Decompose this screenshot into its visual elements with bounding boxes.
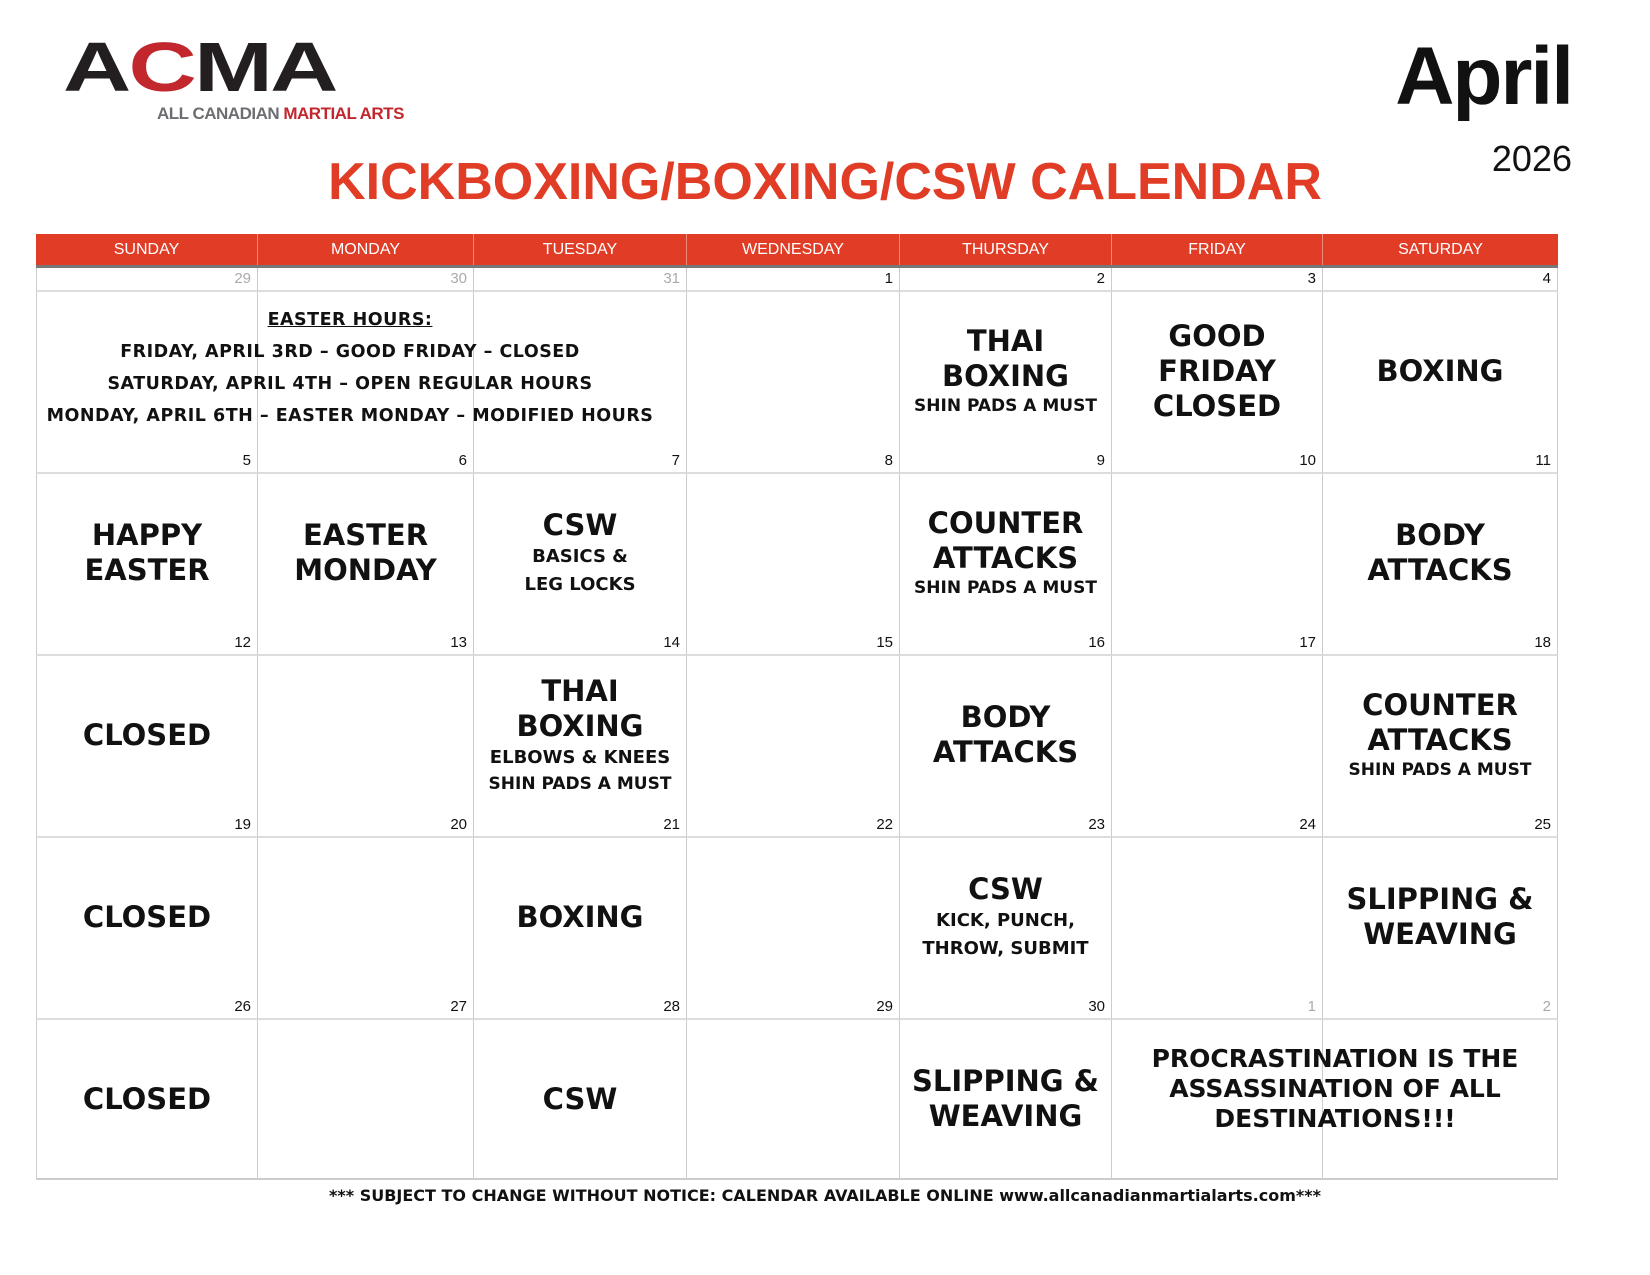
class-title: BOXING — [516, 899, 644, 934]
day-cell — [686, 838, 899, 996]
date-number: 20 — [257, 814, 473, 838]
class-title: CSW — [542, 1081, 618, 1116]
class-subtitle: KICK, PUNCH, THROW, SUBMIT — [922, 909, 1089, 959]
date-number: 10 — [1111, 450, 1322, 474]
class-title: SLIPPING & WEAVING — [1346, 882, 1534, 951]
logo-tagline-grey: ALL CANADIAN — [157, 104, 280, 123]
date-number: 22 — [686, 814, 899, 838]
class-title: SLIPPING & WEAVING — [912, 1064, 1099, 1133]
class-title: COUNTER ATTACKS — [927, 506, 1084, 575]
date-number: 24 — [1111, 814, 1322, 838]
calendar-title: KICKBOXING/BOXING/CSW CALENDAR — [328, 153, 1322, 211]
weekday-monday: MONDAY — [257, 234, 473, 265]
calendar-week — [36, 450, 1558, 632]
year-label: 2026 — [1491, 138, 1572, 179]
date-number: 2 — [899, 268, 1111, 292]
class-note: SHIN PADS A MUST — [488, 774, 672, 794]
class-subtitle: ELBOWS & KNEES — [489, 747, 671, 768]
date-number: 17 — [1111, 632, 1322, 656]
day-cell — [257, 838, 473, 996]
day-cell — [1322, 292, 1558, 450]
weekday-sunday: SUNDAY — [113, 241, 180, 258]
date-number: 27 — [257, 996, 473, 1020]
date-number: 18 — [1322, 632, 1558, 656]
day-cell — [1322, 474, 1558, 632]
date-number: 9 — [899, 450, 1111, 474]
logo-letter-a: A — [63, 28, 129, 106]
date-number: 7 — [473, 450, 686, 474]
day-cell — [899, 474, 1111, 632]
day-cell — [686, 1020, 899, 1180]
logo-tagline — [157, 104, 404, 124]
day-cell — [36, 1020, 257, 1180]
class-title: EASTER MONDAY — [294, 518, 437, 587]
class-title: CSW — [542, 507, 618, 542]
date-number: 31 — [473, 268, 686, 292]
easter-hours-line: SATURDAY, APRIL 4TH – OPEN REGULAR HOURS — [107, 374, 593, 394]
logo-letter-c: C — [128, 28, 195, 106]
date-number: 16 — [899, 632, 1111, 656]
day-cell — [473, 656, 686, 814]
logo-wordmark — [63, 28, 336, 106]
day-cell — [36, 474, 257, 632]
logo-letters-ma: MA — [194, 28, 336, 106]
date-number: 3 — [1111, 268, 1322, 292]
day-cell — [899, 1020, 1111, 1180]
class-subtitle: BASICS & LEG LOCKS — [524, 545, 636, 595]
date-number: 8 — [686, 450, 899, 474]
weekday-tuesday: TUESDAY — [473, 234, 686, 265]
day-cell — [899, 656, 1111, 814]
date-number: 21 — [473, 814, 686, 838]
calendar-week — [36, 814, 1558, 996]
date-number: 23 — [899, 814, 1111, 838]
class-title: BODY ATTACKS — [932, 700, 1079, 769]
class-title: COUNTER ATTACKS — [1362, 688, 1518, 757]
weekday-header — [36, 234, 1558, 268]
date-number: 6 — [257, 450, 473, 474]
footer-notice: *** SUBJECT TO CHANGE WITHOUT NOTICE: CALENDAR AVAILABLE ONLINE www.allcanadianmartialarts.com*** — [329, 1186, 1321, 1205]
class-title: BODY ATTACKS — [1367, 518, 1513, 587]
month-title: April — [1395, 31, 1572, 122]
date-number: 5 — [36, 450, 257, 474]
acma-logo — [63, 28, 423, 126]
class-subtitle: SHIN PADS A MUST — [1348, 760, 1532, 780]
day-cell — [1111, 656, 1322, 814]
weekday-saturday: SATURDAY — [1322, 234, 1558, 265]
date-number: 13 — [257, 632, 473, 656]
day-cell — [1111, 838, 1322, 996]
class-title: CLOSED — [82, 899, 212, 934]
logo-tagline-red: MARTIAL ARTS — [283, 104, 404, 123]
day-cell — [1111, 474, 1322, 632]
day-cell — [1111, 292, 1322, 450]
date-number: 30 — [899, 996, 1111, 1020]
date-number: 12 — [36, 632, 257, 656]
day-cell — [473, 838, 686, 996]
day-cell — [686, 474, 899, 632]
weekday-friday: FRIDAY — [1111, 234, 1322, 265]
day-cell — [1322, 656, 1558, 814]
day-cell — [473, 1020, 686, 1180]
class-title: CSW — [968, 871, 1043, 906]
date-number: 29 — [686, 996, 899, 1020]
day-cell — [686, 292, 899, 450]
class-title: CLOSED — [82, 1081, 212, 1116]
easter-hours-line: FRIDAY, APRIL 3RD – GOOD FRIDAY – CLOSED — [120, 342, 580, 362]
motivational-quote: PROCRASTINATION IS THE ASSASSINATION OF ALL DESTINATIONS!!! — [1151, 1044, 1519, 1133]
date-number: 19 — [36, 814, 257, 838]
date-number: 30 — [257, 268, 473, 292]
date-number: 4 — [1322, 268, 1558, 292]
day-cell — [473, 474, 686, 632]
date-number: 2 — [1322, 996, 1558, 1020]
date-number: 1 — [1111, 996, 1322, 1020]
date-number: 25 — [1322, 814, 1558, 838]
day-cell — [257, 474, 473, 632]
easter-hours-note — [20, 304, 680, 432]
day-cell — [36, 656, 257, 814]
date-number: 26 — [36, 996, 257, 1020]
class-title: THAI BOXING — [516, 674, 644, 743]
day-cell — [36, 838, 257, 996]
date-number: 29 — [36, 268, 257, 292]
date-number: 15 — [686, 632, 899, 656]
calendar-week — [36, 632, 1558, 814]
date-number: 14 — [473, 632, 686, 656]
date-number: 11 — [1322, 450, 1558, 474]
date-number: 28 — [473, 996, 686, 1020]
day-cell — [899, 838, 1111, 996]
day-cell — [257, 656, 473, 814]
weekday-thursday: THURSDAY — [899, 234, 1111, 265]
day-cell — [686, 656, 899, 814]
class-title: CLOSED — [82, 717, 212, 752]
easter-hours-heading: EASTER HOURS: — [267, 310, 433, 330]
weekday-wednesday: WEDNESDAY — [686, 234, 899, 265]
class-title: THAI BOXING — [942, 324, 1069, 393]
class-subtitle: SHIN PADS A MUST — [914, 396, 1097, 416]
class-title: HAPPY EASTER — [84, 518, 210, 587]
class-title: GOOD FRIDAY CLOSED — [1152, 318, 1282, 423]
day-cell — [257, 1020, 473, 1180]
class-subtitle: SHIN PADS A MUST — [914, 578, 1097, 598]
date-number: 1 — [686, 268, 899, 292]
day-cell — [1322, 838, 1558, 996]
easter-hours-line: MONDAY, APRIL 6TH – EASTER MONDAY – MODIFIED HOURS — [46, 406, 654, 426]
class-title: BOXING — [1376, 353, 1504, 388]
day-cell — [899, 292, 1111, 450]
